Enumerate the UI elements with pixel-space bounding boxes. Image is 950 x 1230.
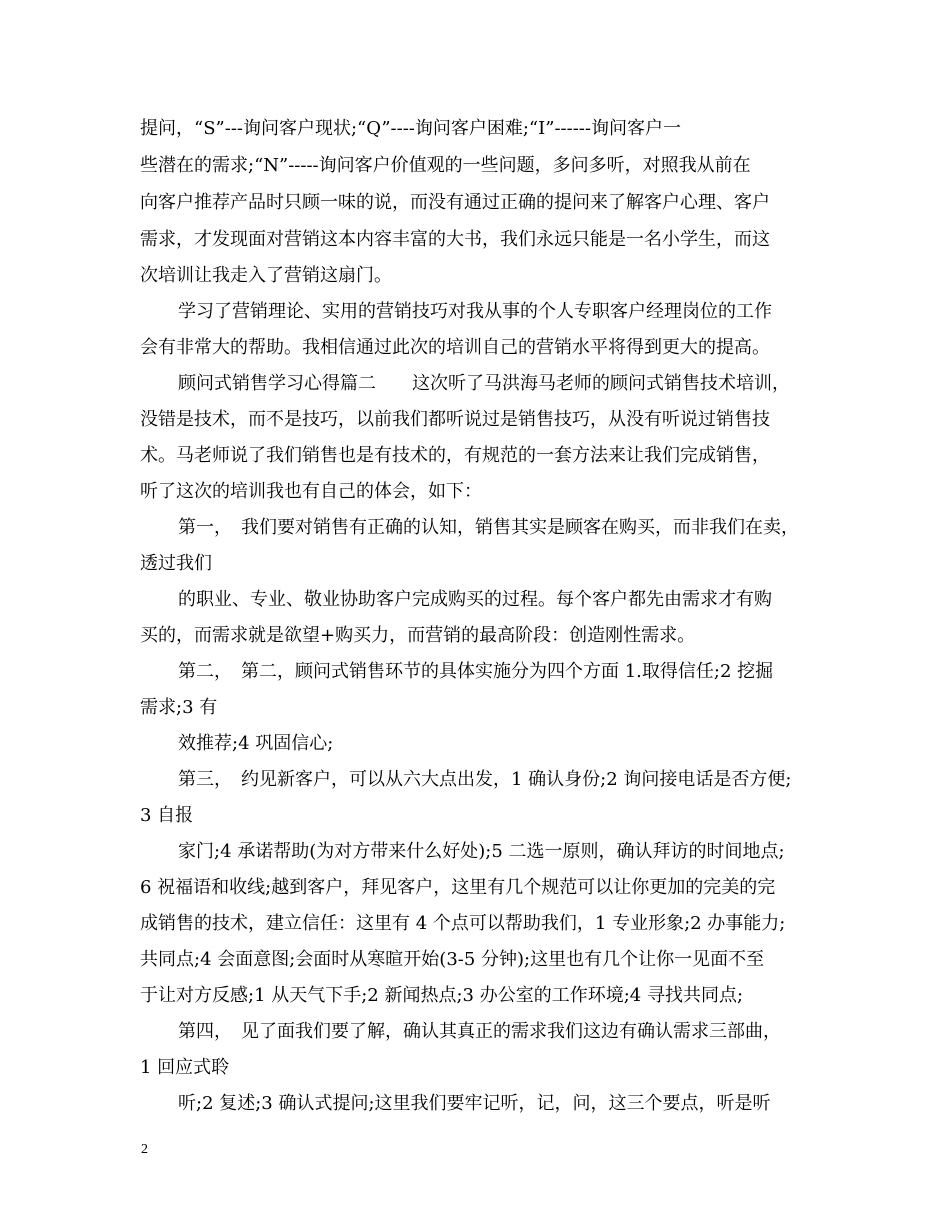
text-line: 提问，“S”---询问客户现状;“Q”----询问客户困难;“I”------询问客户一 [140,118,681,139]
text-line: 顾问式销售学习心得篇二 这次听了马洪海马老师的顾问式销售技术培训， [178,373,790,394]
page-number: 2 [141,1142,148,1157]
text-line: 于让对方反感;1 从天气下手;2 新闻热点;3 办公室的工作环境;4 寻找共同点; [140,985,744,1006]
text-line: 1 回应式聆 [140,1057,230,1078]
text-line: 没错是技术，而不是技巧，以前我们都听说过是销售技巧，从没有听说过销售技 [140,409,770,430]
text-line: 听了这次的培训我也有自己的体会，如下： [140,481,482,502]
text-line: 术。马老师说了我们销售也是有技术的，有规范的一套方法来让我们完成销售， [140,445,770,466]
text-line: 向客户推荐产品时只顾一味的说，而没有通过正确的提问来了解客户心理、客户 [140,192,770,213]
text-line: 会有非常大的帮助。我相信通过此次的培训自己的营销水平将得到更大的提高。 [140,337,770,358]
text-line: 6 祝福语和收线;越到客户，拜见客户，这里有几个规范可以让你更加的完美的完 [140,877,776,898]
text-line: 3 自报 [140,805,194,826]
text-line: 学习了营销理论、实用的营销技巧对我从事的个人专职客户经理岗位的工作 [178,301,772,322]
text-line: 第四， 见了面我们要了解，确认其真正的需求我们这边有确认需求三部曲， [178,1021,781,1042]
text-line: 买的，而需求就是欲望+购买力，而营销的最高阶段：创造刚性需求。 [140,625,696,646]
text-line: 次培训让我走入了营销这扇门。 [140,265,392,286]
text-line: 第二， 第二，顾问式销售环节的具体实施分为四个方面 1.取得信任;2 挖掘 [178,661,774,682]
text-line: 需求，才发现面对营销这本内容丰富的大书，我们永远只能是一名小学生，而这 [140,229,770,250]
text-line: 共同点;4 会面意图;会面时从寒暄开始(3-5 分钟);这里也有几个让你一见面不至 [140,949,765,970]
text-line: 的职业、专业、敬业协助客户完成购买的过程。每个客户都先由需求才有购 [178,589,772,610]
text-line: 第三， 约见新客户，可以从六大点出发，1 确认身份;2 询问接电话是否方便; [178,769,792,790]
text-line: 透过我们 [140,553,212,574]
text-line: 需求;3 有 [140,697,218,718]
text-line: 听;2 复述;3 确认式提问;这里我们要牢记听，记，问，这三个要点，听是听 [178,1093,771,1114]
text-line: 第一， 我们要对销售有正确的认知，销售其实是顾客在购买，而非我们在卖， [178,517,799,538]
text-line: 家门;4 承诺帮助(为对方带来什么好处);5 二选一原则，确认拜访的时间地点; [178,841,785,862]
text-line: 效推荐;4 巩固信心; [178,733,334,754]
text-line: 成销售的技术，建立信任：这里有 4 个点可以帮助我们，1 专业形象;2 办事能力; [140,913,786,934]
text-line: 些潜在的需求;“N”-----询问客户价值观的一些问题，多问多听，对照我从前在 [140,155,751,176]
